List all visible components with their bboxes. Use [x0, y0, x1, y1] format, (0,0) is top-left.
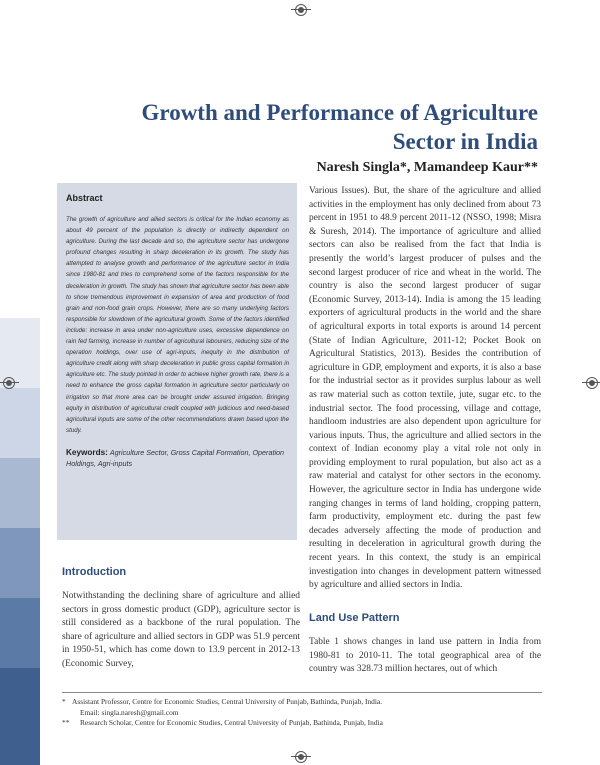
- keywords: [66, 447, 289, 469]
- footnote-1: [62, 697, 542, 708]
- sidebar-strip-1: [0, 0, 40, 318]
- abstract-heading: Abstract: [66, 193, 103, 203]
- right-column-text: Various Issues). But, the share of the agriculture and allied activities in the employment has only declined from about 73 percent in 1951 to 48.9 percent 2011-12 (NSSO, 1998; Misra & Suresh, 2014). The importance of agriculture and allied sectors can also be realised from the fact that India is presently the world’s largest producer of pulses and the second largest producer of rice and wheat in the world. The country is also the second largest producer of sugar (Economic Survey, 2013-14). India is among the 15 leading exporters of agricultural products in the world and the share of agricultural exports in total exports is around 14 percent (State of Indian Agriculture, 2011-12; Pocket Book on Agricultural Statistics, 2013). Besides the contribution of agriculture in GDP, employment and exports, it is also a base for the industrial sector as it provides surplus labour as well as raw material such as cotton textile, jute, sugar etc. to the industrial sector. The food processing, village and cottage, handloom industries are also dependent upon agriculture for various inputs. Thus, the agriculture and allied sectors in the context of Indian economy play a vital role not only in providing employment to rural population, but also act as a raw material and catalyst for other sectors in the economy. However, the agriculture sector in India has undergone wide ranging changes in terms of land holding, cropping pattern, farm productivity, employment etc. during the past few decades adversely affecting the mode of production and resulting in deceleration in agricultural growth during the recent years. In this context, the study is an empirical investigation into changes in development pattern witnessed by agriculture and allied sectors in India.: [309, 186, 541, 591]
- footnotes: [62, 692, 542, 729]
- registration-mark-top-icon: [295, 4, 307, 16]
- paper-title: Growth and Performance of Agriculture Sector in India: [141, 100, 538, 154]
- sidebar-strip-6: [0, 598, 40, 668]
- registration-mark-bottom-icon: [295, 751, 307, 763]
- sidebar-strip-7: [0, 668, 40, 765]
- keywords-list: Agriculture Sector, Gross Capital Formation, Operation Holdings, Agri-inputs: [66, 447, 285, 468]
- footnote-2-mark: **: [62, 718, 70, 727]
- introduction-text: Notwithstanding the declining share of agriculture and allied sectors in gross domestic product (GDP), agriculture sector is still considered as a backbone of the rural population. The share of agriculture and allied sectors in GDP was 51.9 percent in 1950-51, which has come down to 13.9 percent in 2012-13 (Economic Survey,: [62, 591, 300, 669]
- sidebar-strip-4: [0, 458, 40, 528]
- land-use-text: Table 1 shows changes in land use pattern in India from 1980-81 to 2010-11. The total geographical area of the country was 328.73 million hectares, out of which: [309, 637, 541, 675]
- registration-mark-left-icon: [3, 377, 15, 389]
- footnote-2-text: Research Scholar, Centre for Economic Studies, Central University of Punjab, Bathinda, Punjab, India: [80, 718, 383, 727]
- footnote-1-text: Assistant Professor, Centre for Economic Studies, Central University of Punjab, Bathinda, Punjab, India.: [72, 697, 383, 706]
- registration-mark-right-icon: [586, 377, 598, 389]
- authors: Naresh Singla*, Mamandeep Kaur**: [316, 160, 538, 175]
- footnote-1-email: Email: singla.naresh@gmail.com: [80, 707, 179, 717]
- abstract-text: The growth of agriculture and allied sectors is critical for the Indian economy as about 49 percent of the population is directly or indirectly dependent on agriculture. During the last decade and so, the agriculture sector has undergone profound changes resulting in sharp deceleration in its growth. The study has attempted to analyse growth and performance of the agriculture sector in India since 1980-81 and tries to comprehend some of the factors responsible for the deceleration in growth. The study has shown that agriculture sector has been able to show tremendous improvement in expansion of area and production of food grain and non-food grain crops. However, there are so many underlying factors responsible for slowdown of the agricultural growth. Some of the factors identified include: increase in area under non-agriculture uses, excessive dependence on rain fed farming, increase in number of agricultural labourers, reducing size of the operation holdings, over use of agri-inputs, inequity in the distribution of agriculture credit along with sharp deceleration in public gross capital formation in agriculture etc. The study pointed in order to achieve higher growth rate, there is a need to enhance the gross capital formation in agriculture sector particularly on irrigation so that more area can be brought under assured irrigation. Bringing equity in distribution of agricultural credit coupled with judicious and need-based agricultural inputs are some of the other recommendations drawn based upon the study.: [66, 216, 289, 434]
- land-use-heading: Land Use Pattern: [309, 612, 400, 624]
- sidebar-strip-5: [0, 528, 40, 598]
- footnote-1-mark: *: [62, 697, 66, 706]
- keywords-label: Keywords:: [66, 447, 108, 457]
- abstract-box: [57, 183, 297, 540]
- introduction-heading: Introduction: [62, 566, 127, 578]
- footnote-2: [62, 718, 542, 729]
- sidebar-strip-3: [0, 388, 40, 458]
